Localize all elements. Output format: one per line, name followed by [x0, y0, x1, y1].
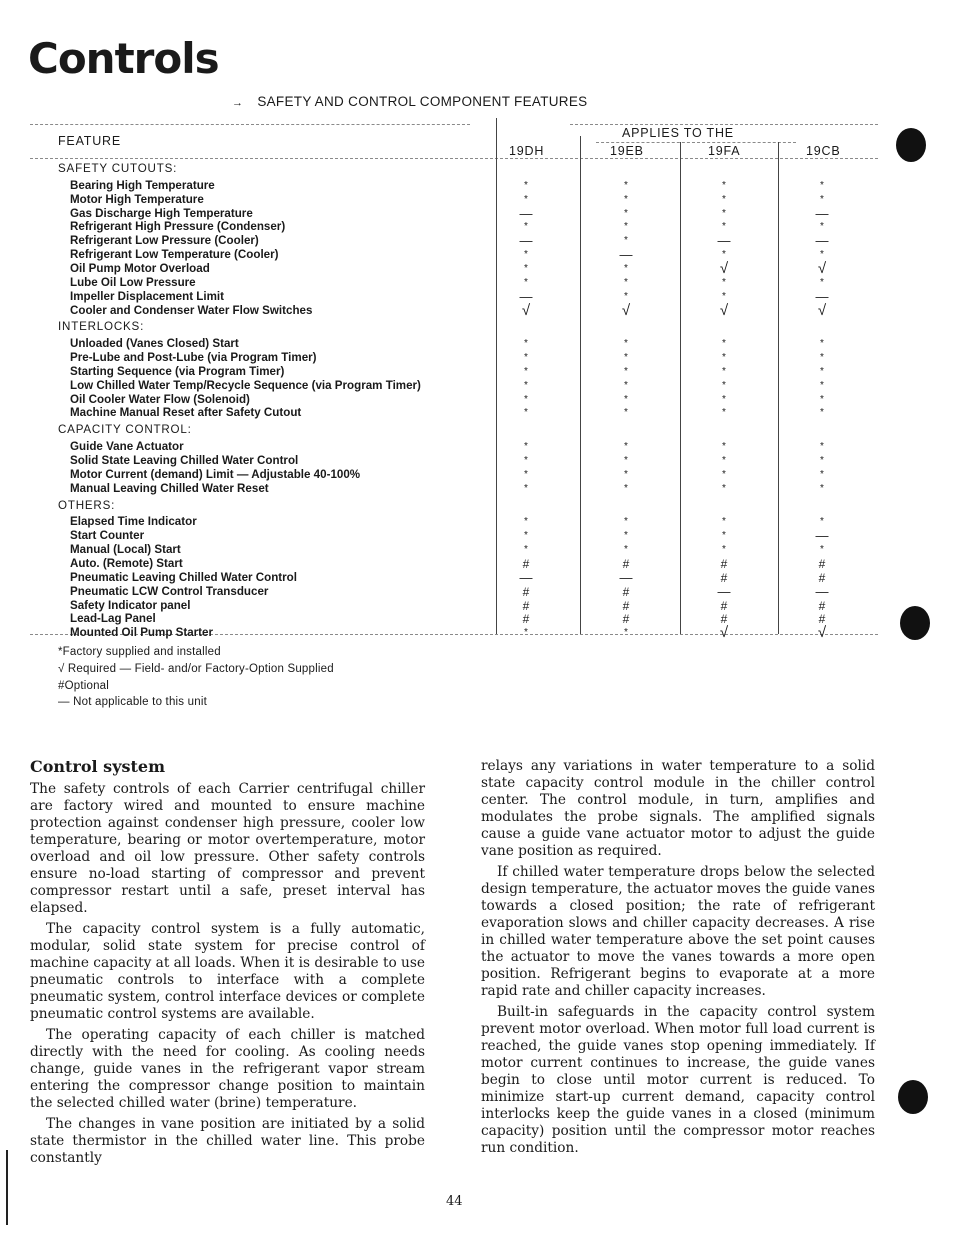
table-row [30, 482, 878, 496]
section-title-label: OTHERS: [58, 498, 116, 512]
applicability-mark: * [524, 221, 528, 233]
applicability-mark: * [624, 393, 628, 405]
applicability-mark: # [522, 612, 530, 627]
feature-label: Oil Pump Motor Overload [70, 261, 210, 275]
applicability-mark: * [722, 379, 726, 391]
right-column [481, 758, 875, 1161]
applicability-mark: — [519, 205, 533, 221]
feature-label: Solid State Leaving Chilled Water Control [70, 454, 299, 467]
applicability-mark: * [624, 544, 628, 556]
applicability-mark: * [722, 544, 726, 556]
table-row [30, 276, 878, 290]
table-row [30, 585, 878, 599]
binder-hole-mark [900, 606, 930, 640]
table-row [30, 557, 878, 571]
applicability-mark: * [820, 516, 824, 528]
applicability-mark: * [820, 193, 824, 205]
feature-label: Bearing High Temperature [70, 178, 215, 192]
applicability-mark: * [524, 455, 528, 466]
applicability-mark: * [722, 276, 726, 288]
applicability-mark: # [622, 598, 630, 613]
applicability-mark: * [524, 338, 528, 350]
table-row [30, 393, 878, 407]
applicability-mark: * [820, 407, 824, 419]
applicability-mark: * [820, 352, 824, 364]
applicability-mark: √ [621, 301, 631, 319]
legend-item: *Factory supplied and installed [58, 646, 221, 658]
binder-hole-mark [898, 1080, 928, 1114]
body-paragraph: Built-in safeguards in the capacity control system prevent motor overload. When motor full load current is reached, the guide vanes stop opening immediately. If motor current continues to increase, the guide vanes begin to close until motor current is reduced. To minimize start-up current demand, capacity control interlocks keep the guide vanes in a closed (minimum capacity) position until the compressor motor reaches run condition. [481, 1004, 875, 1156]
applicability-mark: * [722, 482, 726, 494]
applies-header: APPLIES TO THE [622, 126, 734, 140]
feature-label: Motor Current (demand) Limit — Adjustable 40-100% [70, 467, 361, 481]
applicability-mark: * [624, 221, 628, 233]
applicability-mark: √ [817, 624, 827, 642]
applicability-mark: * [722, 352, 726, 364]
applicability-mark: — [717, 233, 731, 249]
applicability-mark: * [820, 455, 824, 466]
table-row [30, 179, 878, 193]
table-row [30, 234, 878, 248]
applicability-mark: # [818, 612, 826, 627]
applicability-mark: * [722, 365, 726, 377]
body-paragraph: The capacity control system is a fully automatic, modular, solid state system for precise control of machine capacity at all loads. When it is desirable to use pneumatic controls to interface with a complete pneumatic system, control interface devices or complete pneumatic control systems are available. [30, 921, 425, 1022]
feature-header: FEATURE [58, 134, 122, 148]
feature-label: Refrigerant Low Temperature (Cooler) [70, 248, 279, 262]
applicability-mark: — [815, 528, 829, 544]
applicability-mark: √ [817, 301, 827, 319]
applicability-mark: * [722, 530, 726, 542]
applicability-mark: * [820, 544, 824, 556]
applicability-mark: * [624, 193, 628, 205]
table-row [30, 207, 878, 221]
feature-label: Machine Manual Reset after Safety Cutout [70, 406, 302, 420]
applicability-mark: # [818, 570, 826, 585]
feature-label: Unloaded (Vanes Closed) Start [70, 337, 239, 351]
feature-label: Cooler and Condenser Water Flow Switches [70, 303, 313, 317]
applicability-mark: * [722, 249, 726, 261]
feature-label: Mounted Oil Pump Starter [70, 626, 213, 640]
column-header-19fa: 19FA [708, 144, 741, 158]
feature-table [30, 118, 878, 642]
applicability-mark: # [522, 598, 530, 613]
table-top-rule-right [570, 124, 878, 125]
applicability-mark: √ [719, 259, 729, 277]
applicability-mark: # [622, 612, 630, 627]
applicability-mark: — [717, 583, 731, 599]
feature-label: Manual (Local) Start [70, 543, 181, 557]
applicability-mark: * [524, 468, 528, 480]
applicability-mark: — [519, 569, 533, 585]
body-paragraph: relays any variations in water temperature to a solid state capacity control module in the chiller control center. The control module, in turn, amplifies and modulates the probe signals. The amplified signals cause a guide vane actuator motor to adjust the guide vane position as required. [481, 758, 875, 859]
applicability-mark: * [722, 455, 726, 466]
feature-label: Gas Discharge High Temperature [70, 206, 253, 220]
feature-label: Impeller Displacement Limit [70, 289, 224, 303]
applicability-mark: * [524, 365, 528, 377]
applicability-mark: * [820, 338, 824, 350]
applicability-mark: * [524, 352, 528, 364]
applicability-mark: # [522, 584, 530, 599]
section-title-label: CAPACITY CONTROL: [58, 423, 192, 437]
applicability-mark: * [722, 468, 726, 480]
applicability-mark: * [820, 441, 824, 453]
page-title: Controls [28, 34, 219, 83]
applicability-mark: — [815, 583, 829, 599]
applicability-mark: * [820, 276, 824, 288]
table-row [30, 454, 878, 468]
applicability-mark: — [619, 247, 633, 263]
table-row [30, 440, 878, 454]
table-row [30, 351, 878, 365]
table-title-text: SAFETY AND CONTROL COMPONENT FEATURES [257, 94, 588, 109]
table-row [30, 468, 878, 482]
table-row [30, 612, 878, 626]
column-header-19dh: 19DH [509, 144, 545, 158]
applicability-mark: * [624, 352, 628, 364]
section-title-label: SAFETY CUTOUTS: [58, 162, 178, 175]
legend [58, 644, 334, 711]
table-top-rule [30, 124, 470, 125]
table-row [30, 571, 878, 585]
applicability-mark: * [624, 379, 628, 391]
applicability-mark: √ [719, 624, 729, 642]
applicability-mark: * [624, 290, 628, 302]
applicability-mark: * [524, 393, 528, 405]
applicability-mark: * [820, 468, 824, 480]
feature-label: Auto. (Remote) Start [70, 556, 183, 570]
table-row [30, 599, 878, 613]
feature-label: Lead-Lag Panel [70, 612, 156, 626]
table-row [30, 365, 878, 379]
feature-label: Oil Cooler Water Flow (Solenoid) [70, 392, 250, 406]
applicability-mark: * [722, 338, 726, 350]
table-row [30, 301, 878, 319]
applicability-mark: * [524, 441, 528, 453]
applicability-mark: # [818, 598, 826, 613]
applicability-mark: * [524, 530, 528, 542]
applicability-mark: * [722, 207, 726, 219]
applicability-mark: * [820, 393, 824, 405]
feature-label: Starting Sequence (via Program Timer) [70, 364, 285, 378]
applicability-mark: * [524, 627, 528, 639]
applicability-mark: * [524, 249, 528, 261]
feature-label: Motor High Temperature [70, 192, 204, 206]
feature-label: Start Counter [70, 529, 145, 543]
applicability-mark: — [519, 288, 533, 304]
applicability-mark: * [820, 482, 824, 494]
table-row [30, 379, 878, 393]
applicability-mark: # [622, 584, 630, 599]
applicability-mark: * [624, 441, 628, 453]
body-paragraph: The changes in vane position are initiated by a solid state thermistor in the chilled water line. This probe constantly [30, 1116, 425, 1166]
applicability-mark: * [624, 468, 628, 480]
applicability-mark: * [524, 482, 528, 494]
applicability-mark: * [524, 516, 528, 528]
feature-label: Safety Indicator panel [70, 598, 191, 612]
table-row [30, 529, 878, 543]
applicability-mark: — [619, 569, 633, 585]
column-header-19cb: 19CB [806, 144, 841, 158]
applicability-mark: * [524, 262, 528, 274]
section-title [30, 162, 878, 176]
column-header-19eb: 19EB [610, 144, 644, 158]
body-paragraph: If chilled water temperature drops below the selected design temperature, the actuator moves the guide vanes towards a closed position; the rate of refrigerant evaporation slows and chiller capacity decreases. A rise in chilled water temperature above the set point causes the actuator to move the vanes towards a more open position. Refrigerant begins to evaporate at a more rapid rate and chiller capacity increases. [481, 864, 875, 999]
table-row [30, 406, 878, 420]
applicability-mark: # [720, 598, 728, 613]
feature-label: Refrigerant High Pressure (Condenser) [70, 220, 286, 234]
feature-label: Low Chilled Water Temp/Recycle Sequence (via Program Timer) [70, 378, 421, 392]
page-number: 44 [446, 1194, 463, 1209]
applicability-mark: * [722, 193, 726, 205]
applicability-mark: * [820, 221, 824, 233]
applicability-mark: * [524, 407, 528, 419]
binder-hole-mark [896, 128, 926, 162]
applicability-mark: # [522, 556, 530, 571]
applicability-mark: — [815, 205, 829, 221]
feature-label: Pre-Lube and Post-Lube (via Program Timer) [70, 351, 317, 365]
table-row [30, 248, 878, 262]
binder-edge-line [6, 1150, 8, 1225]
feature-label: Elapsed Time Indicator [70, 515, 197, 529]
applicability-mark: * [624, 407, 628, 419]
applicability-mark: √ [817, 259, 827, 277]
arrow-right-icon: → [232, 97, 244, 109]
applicability-mark: * [524, 179, 528, 191]
applicability-mark: # [720, 556, 728, 571]
section-title [30, 499, 878, 513]
applicability-mark: — [519, 233, 533, 249]
table-row [30, 193, 878, 207]
applicability-mark: # [622, 556, 630, 571]
applies-rule [596, 142, 796, 143]
applicability-mark: √ [719, 301, 729, 319]
table-row [30, 543, 878, 557]
applicability-mark: * [820, 249, 824, 261]
legend-item: #Optional [58, 679, 110, 692]
applicability-mark: * [624, 455, 628, 466]
applicability-mark: * [624, 530, 628, 542]
applicability-mark: * [624, 365, 628, 377]
applicability-mark: * [722, 393, 726, 405]
applicability-mark: √ [521, 301, 531, 319]
feature-label: Pneumatic LCW Control Transducer [70, 584, 269, 598]
applicability-mark: * [624, 235, 628, 247]
applicability-mark: * [624, 276, 628, 288]
applicability-mark: * [722, 407, 726, 419]
feature-label: Refrigerant Low Pressure (Cooler) [70, 234, 259, 248]
table-row [30, 337, 878, 351]
applicability-mark: * [722, 441, 726, 453]
feature-label: Guide Vane Actuator [70, 440, 184, 454]
feature-label: Lube Oil Low Pressure [70, 275, 196, 289]
applicability-mark: * [524, 276, 528, 288]
applicability-mark: * [624, 482, 628, 494]
applicability-mark: * [524, 379, 528, 391]
table-row [30, 515, 878, 529]
applicability-mark: * [624, 262, 628, 274]
applicability-mark: * [524, 544, 528, 556]
applicability-mark: # [720, 612, 728, 627]
applicability-mark: * [624, 516, 628, 528]
table-row [30, 626, 878, 640]
applicability-mark: — [815, 288, 829, 304]
legend-item: — Not applicable to this unit [58, 696, 207, 709]
applicability-mark: * [820, 179, 824, 191]
section-title-label: INTERLOCKS: [58, 320, 145, 334]
feature-label: Pneumatic Leaving Chilled Water Control [70, 570, 297, 584]
applicability-mark: # [720, 570, 728, 585]
table-row [30, 259, 878, 277]
table-row [30, 290, 878, 304]
applicability-mark: * [624, 207, 628, 219]
applicability-mark: * [820, 379, 824, 391]
legend-item: √ Required — Field- and/or Factory-Option Supplied [58, 662, 334, 675]
header-bottom-rule [30, 158, 878, 159]
section-title [30, 423, 878, 437]
table-title [232, 94, 587, 109]
section-heading: Control system [30, 757, 165, 776]
applicability-mark: * [722, 221, 726, 233]
applicability-mark: — [815, 233, 829, 249]
body-paragraph: The operating capacity of each chiller is matched directly with the need for cooling. As cooling needs change, guide vanes in the refrigerant vapor stream entering the compressor change position to maintain the selected chilled water (brine) temperature. [30, 1027, 425, 1111]
feature-label: Manual Leaving Chilled Water Reset [70, 481, 269, 495]
body-paragraph: The safety controls of each Carrier centrifugal chiller are factory wired and mounted to ensure machine protection against condenser high pressure, cooler low temperature, bearing or motor overtemperature, motor overload and oil low pressure. Other safety controls ensure no-load starting of compressor and prevent compressor restart until a safe, preset interval has elapsed. [30, 781, 425, 916]
table-row [30, 220, 878, 234]
applicability-mark: * [722, 179, 726, 191]
section-title [30, 320, 878, 334]
applicability-mark: * [624, 338, 628, 350]
applicability-mark: * [624, 627, 628, 639]
left-column [30, 758, 425, 1171]
applicability-mark: * [624, 179, 628, 191]
applicability-mark: * [722, 290, 726, 302]
applicability-mark: * [524, 193, 528, 205]
applicability-mark: * [820, 365, 824, 377]
applicability-mark: # [818, 556, 826, 571]
applicability-mark: * [722, 516, 726, 528]
